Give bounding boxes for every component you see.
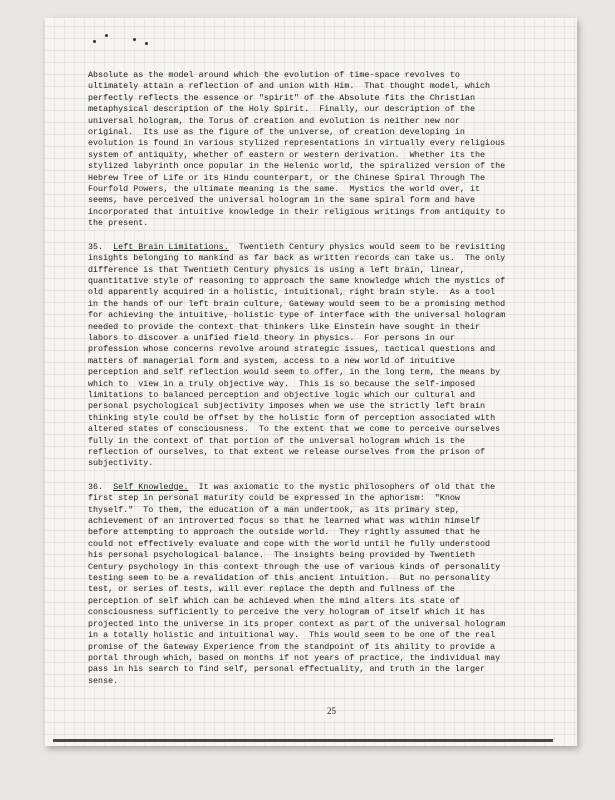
text-line: in a totally holistic and intuitional way. This would seem to be one of the real — [88, 630, 496, 641]
page-number: 25 — [327, 706, 336, 716]
text-line: It was axiomatic to the mystic philosophers of old that the — [188, 481, 496, 492]
text-line: personal psychological subjectivity imposes when we use the strictly left brain — [88, 401, 486, 412]
text-line: in the hands of our left brain culture, Gateway would seem to be a promising method — [88, 298, 506, 309]
text-line: altered states of consciousness. To the extent that we come to perceive ourselves — [88, 424, 501, 435]
text-line: sense. — [88, 675, 119, 686]
ink-speck — [93, 40, 96, 43]
text-line: evolution is found in various stylized representations in virtually every religious — [88, 138, 506, 149]
text-line: projected into the universe in its proper context as part of the universal hologram — [88, 618, 506, 629]
section-heading: Left Brain Limitations. — [113, 241, 229, 252]
text-line: testing seem to be a revalidation of this ancient intuition. But no personality — [88, 573, 491, 584]
text-line: test, or series of tests, will ever replace the depth and fullness of the — [88, 584, 455, 595]
text-line: universal hologram, the Torus of creation and evolution is neither new nor — [88, 115, 460, 126]
text-line: system of antiquity, whether of eastern or western derivation. Whether its the — [88, 149, 486, 160]
document-page — [45, 18, 577, 746]
text-line: quantitative style of reasoning to approach the same knowledge which the mystics of — [88, 275, 506, 286]
text-line: old apparently acquired in a holistic, intuitional, right brain style. As a tool — [88, 287, 496, 298]
text-line: the present. — [88, 218, 149, 229]
document-body — [88, 70, 543, 699]
text-line: perception of self which can be achieved when the mind alters its state of — [88, 595, 460, 606]
text-line: reflection of ourselves, to that extent we release ourselves from the prison of — [88, 447, 486, 457]
text-line: incorporated that intuitive knowledge in their religious writings from antiquity to — [88, 206, 506, 217]
paragraph-number: 35. — [88, 241, 104, 252]
text-line: pass in his search to find self, personal effectuality, and truth in the larger — [88, 664, 486, 675]
text-line: his personal psychological balance. The insights being provided by Twentieth — [88, 550, 475, 561]
ink-speck — [105, 34, 108, 37]
text-line: fully in the context of that portion of the universal hologram which is the — [88, 435, 465, 446]
text-line: matters of managerial form and system, access to a new world of intuitive — [88, 355, 455, 366]
text-line: for achieving the intuitive, holistic type of interface with the universal hologram — [88, 310, 506, 321]
text-line: Twentieth Century physics would seem to be revisiting — [228, 241, 506, 252]
text-line: Century psychology in this context through the use of various kinds of personality — [88, 561, 501, 572]
text-line: which to view in a truly objective way. This is so because the self-imposed — [88, 378, 475, 389]
text-line: consciousness sufficiently to perceive the very hologram of itself which it has — [88, 607, 486, 618]
ink-specks — [85, 30, 165, 50]
text-line: seems, have perceived the universal hologram in the same spiral form and have — [88, 195, 475, 206]
text-line: insights belonging to mankind as far back as written records can take us. The only — [88, 253, 506, 264]
text-line: original. Its use as the figure of the universe, of creation developing in — [88, 127, 465, 138]
text-line: could not effectively evaluate and cope with the world until he fully understood — [88, 538, 491, 549]
text-line: perfectly reflects the essence or "spirit" of the Absolute fits the Christian — [88, 92, 475, 103]
text-line: subjectivity. — [88, 458, 154, 469]
text-line: thyself." To them, the education of a man undertook, as its primary step, — [88, 504, 460, 515]
text-line: portal through which, based on months if not years of practice, the individual may — [88, 652, 501, 663]
text-line: difference is that Twentieth Century physics is using a left brain, linear, — [88, 264, 465, 275]
ink-speck — [133, 38, 136, 41]
text-line: labors to discover a unified field theory in physics. For persons in our — [88, 332, 455, 343]
text-line: promise of the Gateway Experience from the standpoint of its ability to provide a — [88, 641, 496, 652]
text-line: ultimately attain a reflection of and union with Him. That thought model, which — [88, 81, 491, 92]
text-line: profession whose concerns revolve around strategic issues, tactical questions and — [88, 344, 496, 355]
text-line: before attempting to approach the outside world. They rightly assumed that he — [88, 527, 481, 538]
text-line: Hebrew Tree of Life or its Hindu counterpart, or the Chinese Spiral Through The — [88, 172, 486, 183]
paragraph-35 — [88, 242, 543, 470]
text-line: perception and self reflection would seem to offer, in the long term, the means by — [88, 367, 501, 378]
paragraph-number: 36. — [88, 481, 104, 492]
text-line: stylized labyrinth once popular in the Helenic world, the spiralized version of the — [88, 161, 506, 172]
section-heading: Self Knowledge. — [113, 481, 189, 492]
text-line: metaphysical description of the Holy Spirit. Finally, our description of the — [88, 104, 475, 115]
text-line: first step in personal maturity could be expressed in the aphorism: "Know — [88, 493, 460, 504]
text-line: limitations to balanced perception and objective logic which our cultural and — [88, 389, 475, 400]
text-line: achievement of an introverted focus so that he learned what was within himself — [88, 516, 481, 527]
text-line: Absolute as the model around which the evolution of time-space revolves to — [88, 70, 460, 80]
text-line: thinking style could be offset by the holistic form of perception associated with — [88, 412, 496, 423]
paragraph-36 — [88, 482, 543, 687]
ink-speck — [145, 42, 148, 45]
text-line: needed to provide the context that thinkers like Einstein have sought in their — [88, 321, 481, 332]
text-line: Fourfold Powers, the ultimate meaning is the same. Mystics the world over, it — [88, 184, 481, 195]
paragraph-intro — [88, 70, 543, 230]
